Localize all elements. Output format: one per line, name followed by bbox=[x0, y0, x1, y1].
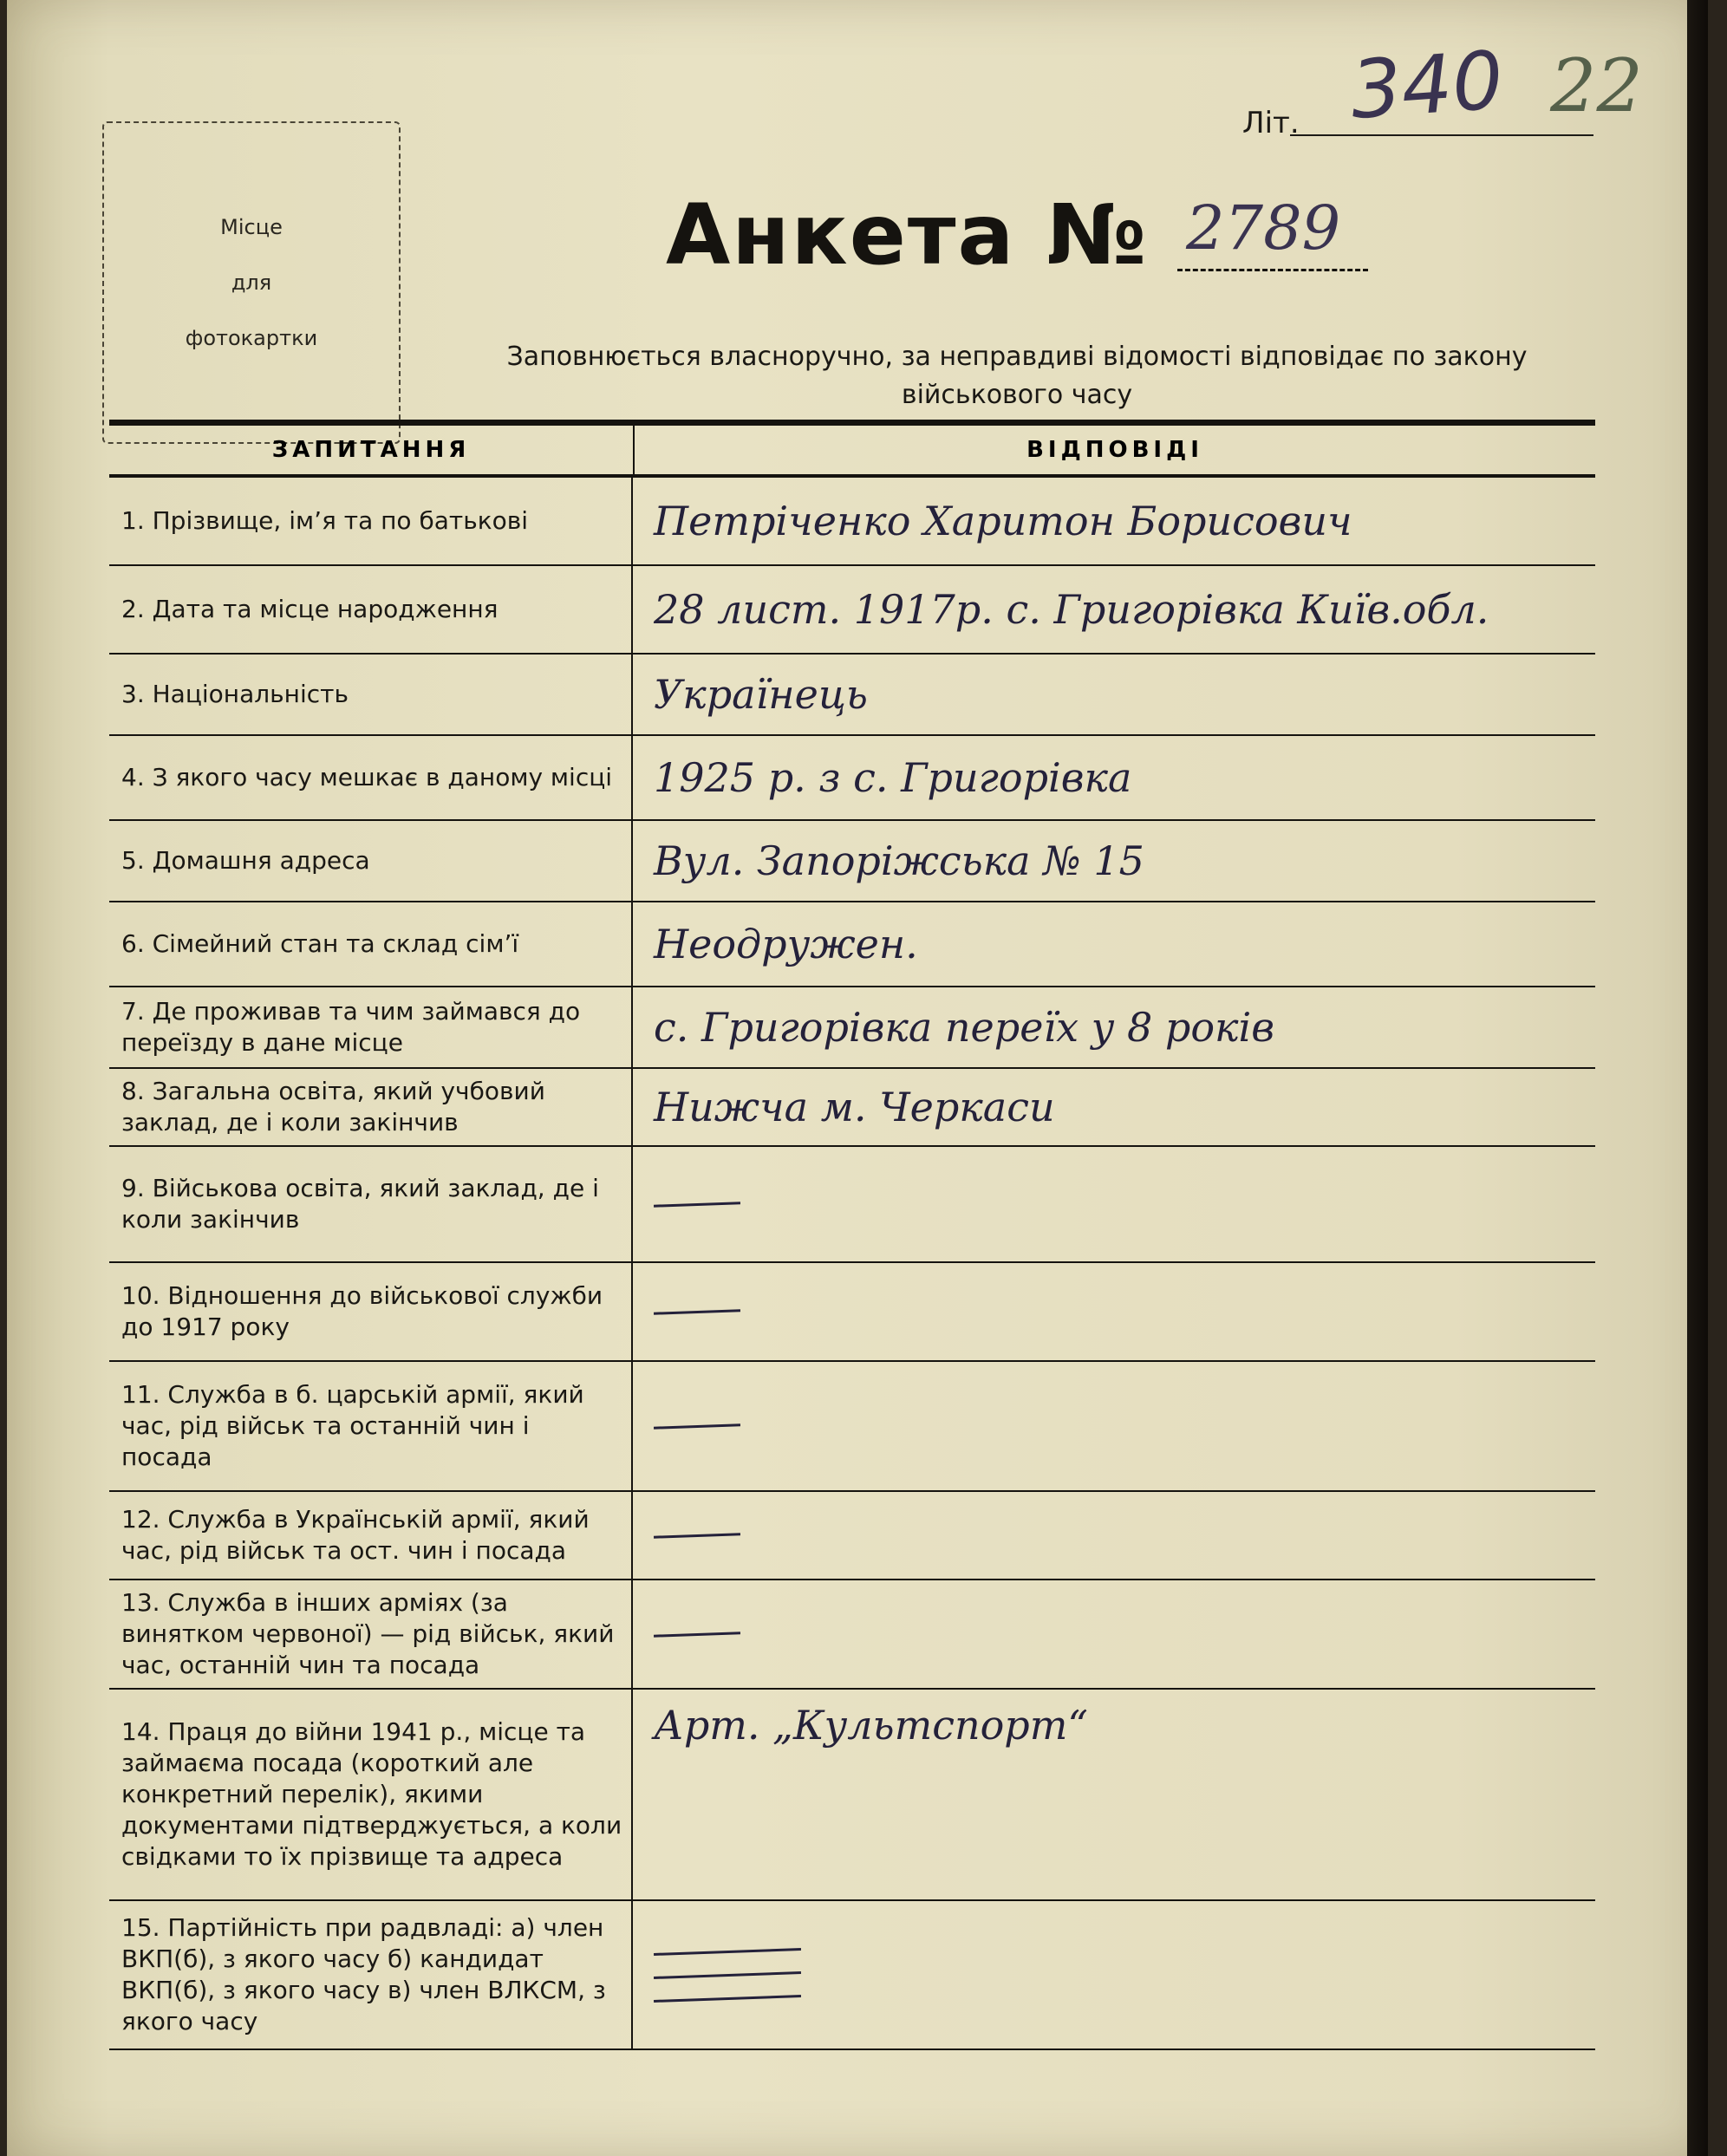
form-number: 2789 bbox=[1186, 192, 1341, 264]
answer-cell bbox=[633, 1901, 1595, 2049]
blank-dash bbox=[654, 1971, 801, 1979]
question-cell: 14. Праця до війни 1941 р., місце та займаєма посада (короткий але конкретний перелік), якими документами підтверджується, а коли свідками то їх прізвище та адреса bbox=[109, 1690, 633, 1899]
answer-cell: Вул. Запоріжська № 15 bbox=[654, 837, 1144, 884]
form-title: Анкета № bbox=[666, 186, 1149, 283]
answer-cell: Петріченко Харитон Борисович bbox=[654, 498, 1352, 544]
document-sheet bbox=[7, 0, 1708, 2156]
answers-column-header: ВІДПОВІДІ bbox=[1026, 437, 1203, 463]
answer-cell: с. Григорівка переїх у 8 років bbox=[654, 1004, 1275, 1051]
form-number-underline bbox=[1177, 269, 1368, 271]
question-cell: 4. З якого часу мешкає в даному місці bbox=[109, 736, 633, 819]
table-row bbox=[109, 1690, 1595, 1901]
table-row bbox=[109, 1147, 1595, 1263]
table-row bbox=[109, 736, 1595, 821]
answer-cell bbox=[633, 1492, 1595, 1579]
question-cell: 12. Служба в Українській армії, який час, рід військ та ост. чин і посада bbox=[109, 1492, 633, 1579]
table-row bbox=[109, 655, 1595, 736]
question-cell: 10. Відношення до військової служби до 1917 року bbox=[109, 1263, 633, 1360]
lit-label: Літ. bbox=[1242, 106, 1300, 140]
answer-cell: Неодружен. bbox=[654, 921, 918, 967]
answer-cell: 28 лист. 1917р. с. Григорівка Київ.обл. bbox=[654, 586, 1489, 633]
table-row bbox=[109, 821, 1595, 902]
blank-dashes bbox=[654, 1951, 801, 2000]
table-row bbox=[109, 1069, 1595, 1147]
question-cell: 3. Національність bbox=[109, 655, 633, 734]
table-row bbox=[109, 1901, 1595, 2049]
question-cell: 11. Служба в б. царській армії, який час, рід військ та останній чин і посада bbox=[109, 1362, 633, 1490]
table-row bbox=[109, 902, 1595, 987]
lit-underline bbox=[1290, 134, 1593, 136]
photo-line-3: фотокартки bbox=[185, 326, 318, 350]
photo-line-1: Місце bbox=[220, 215, 283, 239]
lit-extra-number: 22 bbox=[1550, 43, 1643, 128]
table-row bbox=[109, 1492, 1595, 1580]
question-cell: 15. Партійність при радвладі: а) член ВКП(б), з якого часу б) кандидат ВКП(б), з якого часу в) член ВЛКСМ, з якого часу bbox=[109, 1901, 633, 2049]
blank-dash bbox=[654, 1423, 740, 1429]
form-subtitle: Заповнюється власноручно, за неправдиві відомості відповідає по закону військового часу bbox=[506, 342, 1528, 410]
answer-cell bbox=[633, 1580, 1595, 1688]
question-cell: 7. Де проживав та чим займався до переїзду в дане місце bbox=[109, 987, 633, 1067]
answer-cell bbox=[633, 1147, 1595, 1261]
page-edge bbox=[1687, 0, 1708, 2156]
answer-cell: Нижча м. Черкаси bbox=[654, 1084, 1055, 1130]
question-cell: 1. Прізвище, ім’я та по батькові bbox=[109, 478, 633, 564]
table-row bbox=[109, 1580, 1595, 1690]
photo-line-2: для bbox=[231, 270, 272, 295]
blank-dash bbox=[654, 1632, 740, 1637]
table-row bbox=[109, 566, 1595, 655]
answer-cell bbox=[633, 1263, 1595, 1360]
table-row bbox=[109, 478, 1595, 566]
blank-dash bbox=[654, 1995, 801, 2003]
answer-cell bbox=[633, 1362, 1595, 1490]
questionnaire-table bbox=[109, 420, 1595, 2050]
photo-placeholder bbox=[102, 121, 401, 444]
answer-cell: 1925 р. з с. Григорівка bbox=[654, 754, 1132, 801]
table-header bbox=[109, 426, 1595, 478]
table-row bbox=[109, 987, 1595, 1069]
lit-number: 340 bbox=[1347, 34, 1507, 137]
question-cell: 5. Домашня адреса bbox=[109, 821, 633, 901]
question-cell: 13. Служба в інших арміях (за винятком червоної) — рід військ, який час, останній чин та посада bbox=[109, 1580, 633, 1688]
question-cell: 2. Дата та місце народження bbox=[109, 566, 633, 653]
blank-dash bbox=[654, 1202, 740, 1207]
question-cell: 8. Загальна освіта, який учбовий заклад, де і коли закінчив bbox=[109, 1069, 633, 1145]
question-cell: 9. Військова освіта, який заклад, де і коли закінчив bbox=[109, 1147, 633, 1261]
questions-column-header: ЗАПИТАННЯ bbox=[109, 426, 635, 474]
table-row bbox=[109, 1263, 1595, 1362]
blank-dash bbox=[654, 1309, 740, 1314]
table-row bbox=[109, 1362, 1595, 1492]
question-cell: 6. Сімейний стан та склад сім’ї bbox=[109, 902, 633, 986]
blank-dash bbox=[654, 1533, 740, 1538]
blank-dash bbox=[654, 1948, 801, 1956]
answer-cell: Українець bbox=[654, 671, 868, 718]
answer-cell: Арт. „Культспорт“ bbox=[654, 1702, 1088, 1749]
